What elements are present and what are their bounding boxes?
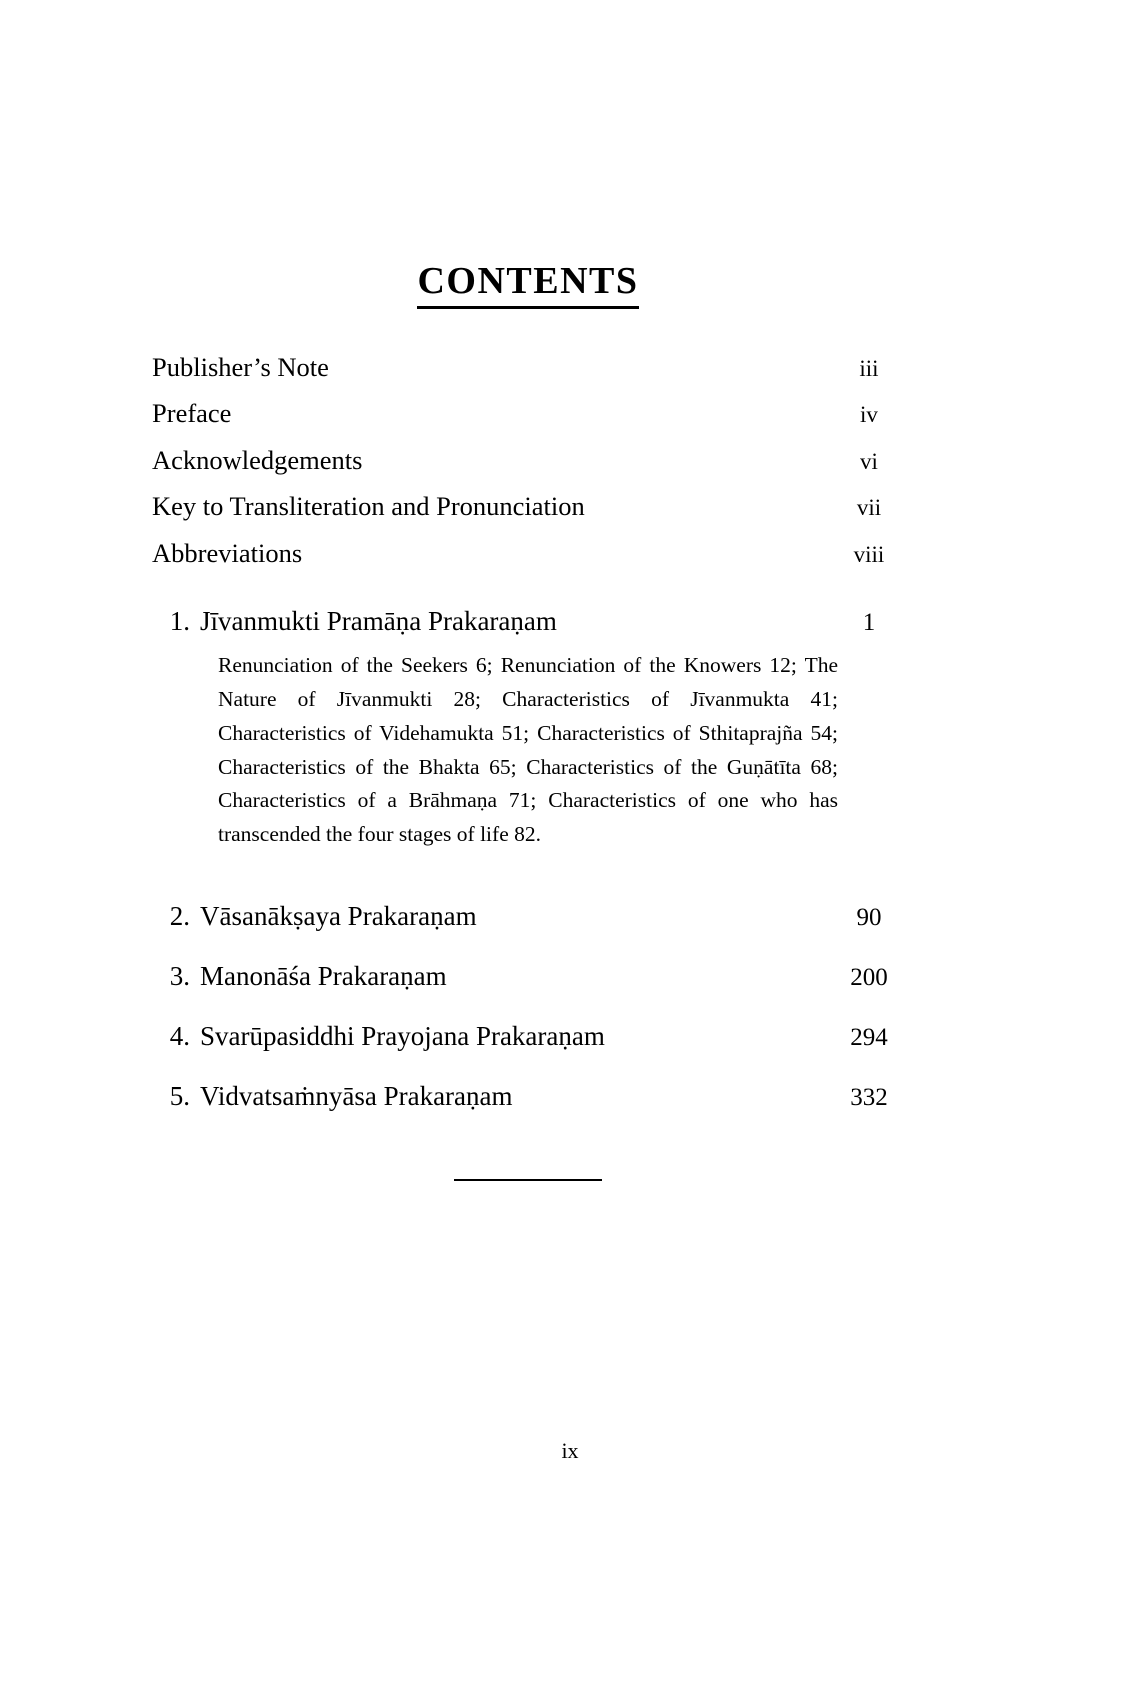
page-content bbox=[152, 0, 904, 1186]
chapter-number: 3. bbox=[169, 960, 190, 991]
chapter-heading-row[interactable] bbox=[152, 1020, 904, 1051]
front-matter-page-number: vii bbox=[856, 495, 882, 521]
chapter-page-number: 1 bbox=[862, 609, 876, 637]
chapter-number: 5. bbox=[169, 1080, 190, 1111]
horizontal-rule bbox=[454, 1179, 602, 1181]
chapter-entry bbox=[152, 608, 904, 852]
chapter-number: 4. bbox=[169, 1020, 190, 1051]
chapter-page-number: 90 bbox=[856, 903, 882, 931]
chapter-page-number: 332 bbox=[850, 1083, 888, 1111]
chapter-title: Vidvatsaṁnyāsa Prakaraṇam bbox=[200, 1080, 513, 1111]
chapter-heading-row[interactable] bbox=[152, 960, 904, 991]
chapter-number: 1. bbox=[169, 606, 190, 637]
front-matter-page-number: iii bbox=[859, 355, 879, 381]
front-matter-label: Key to Transliteration and Pronunciation bbox=[152, 491, 585, 522]
chapter-heading-row[interactable] bbox=[152, 608, 904, 635]
front-matter-label: Publisher’s Note bbox=[152, 351, 329, 382]
chapter-entry bbox=[152, 900, 904, 931]
front-matter-row[interactable] bbox=[152, 444, 904, 475]
front-matter-list bbox=[152, 351, 904, 568]
chapter-description: Renunciation of the Seekers 6; Renunciation of the Knowers 12; The Nature of Jīvanmukti 28; Characteristics of Jīvanmukta 41; Characteristics of Videhamukta 51; Characteristics of Sthitaprajña 54; Characteristics of the Bhakta 65; Characteristics of the Guṇātīta 68; Characteristics of a Brāhmaṇa 71; Characteristics of one who has transcended the four stages of life 82. bbox=[218, 653, 838, 847]
front-matter-label: Abbreviations bbox=[152, 537, 303, 568]
front-matter-row[interactable] bbox=[152, 400, 904, 427]
front-matter-row[interactable] bbox=[152, 351, 904, 382]
chapter-heading-row[interactable] bbox=[152, 900, 904, 931]
chapter-number: 2. bbox=[169, 900, 190, 931]
chapter-title: Jīvanmukti Pramāṇa Prakaraṇam bbox=[200, 606, 557, 637]
front-matter-page-number: vi bbox=[860, 448, 878, 474]
page-title-container bbox=[152, 0, 904, 309]
front-matter-page-number: viii bbox=[853, 541, 885, 567]
folio-page-number: ix bbox=[561, 1438, 579, 1463]
front-matter-label: Preface bbox=[152, 398, 232, 429]
chapter-title: Vāsanākṣaya Prakaraṇam bbox=[200, 900, 477, 931]
front-matter-row[interactable] bbox=[152, 493, 904, 520]
chapter-entry bbox=[152, 1020, 904, 1051]
chapter-entry bbox=[152, 1080, 904, 1111]
chapter-list bbox=[152, 608, 904, 1110]
chapter-title: Manonāśa Prakaraṇam bbox=[200, 960, 447, 991]
chapter-page-number: 200 bbox=[850, 963, 888, 991]
page-title: CONTENTS bbox=[417, 262, 638, 309]
chapter-page-number: 294 bbox=[850, 1023, 888, 1051]
chapter-title: Svarūpasiddhi Prayojana Prakaraṇam bbox=[200, 1020, 605, 1051]
front-matter-label: Acknowledgements bbox=[152, 444, 363, 475]
section-divider-container bbox=[152, 1168, 904, 1186]
chapter-heading-row[interactable] bbox=[152, 1080, 904, 1111]
chapter-entry bbox=[152, 960, 904, 991]
front-matter-page-number: iv bbox=[860, 402, 878, 428]
front-matter-row[interactable] bbox=[152, 537, 904, 568]
